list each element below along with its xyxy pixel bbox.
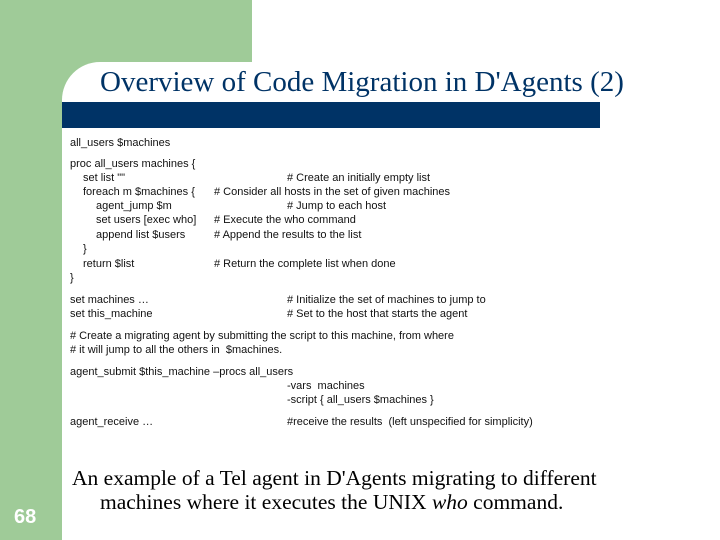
code-line: return $list	[83, 258, 135, 270]
code-line: -vars machines	[287, 380, 365, 392]
code-line: append list $users	[96, 229, 186, 241]
code-line: set users [exec who]	[96, 214, 197, 226]
slide-number: 68	[14, 506, 37, 528]
caption-line-2	[72, 490, 692, 514]
code-line: -script { all_users $machines }	[287, 394, 434, 406]
caption-text: command.	[467, 490, 564, 514]
code-line: }	[70, 272, 74, 284]
caption-line-1: An example of a Tel agent in D'Agents migrating to different	[72, 466, 597, 490]
caption-emphasis: who	[431, 490, 468, 514]
slide-title: Overview of Code Migration in D'Agents (2)	[100, 66, 624, 98]
title-underline-bar	[62, 102, 600, 128]
code-comment: # it will jump to all the others in $machines.	[70, 344, 283, 356]
decor-green-left	[0, 0, 62, 540]
slide-caption	[72, 466, 692, 514]
code-line: }	[83, 243, 87, 255]
code-line: foreach m $machines {	[83, 186, 195, 198]
code-comment: # Return the complete list when done	[214, 258, 396, 270]
code-comment: # Set to the host that starts the agent	[287, 308, 468, 320]
code-line: agent_submit $this_machine –procs all_users	[70, 366, 294, 378]
caption-text: machines where it executes the UNIX	[100, 490, 432, 514]
code-comment: # Create an initially empty list	[287, 172, 431, 184]
code-line: proc all_users machines {	[70, 158, 196, 170]
code-line: set list ""	[83, 172, 126, 184]
code-comment: # Jump to each host	[287, 200, 387, 212]
code-line: set this_machine	[70, 308, 153, 320]
code-line: set machines …	[70, 294, 149, 306]
code-line: agent_receive …	[70, 416, 154, 428]
code-line: agent_jump $m	[96, 200, 172, 212]
code-comment: # Initialize the set of machines to jump to	[287, 294, 486, 306]
code-comment: # Execute the who command	[214, 214, 356, 226]
code-line: all_users $machines	[70, 137, 171, 149]
code-comment: # Create a migrating agent by submitting the script to this machine, from where	[70, 330, 454, 342]
code-comment: #receive the results (left unspecified for simplicity)	[287, 416, 533, 428]
code-comment: # Consider all hosts in the set of given machines	[214, 186, 451, 198]
code-comment: # Append the results to the list	[214, 229, 362, 241]
